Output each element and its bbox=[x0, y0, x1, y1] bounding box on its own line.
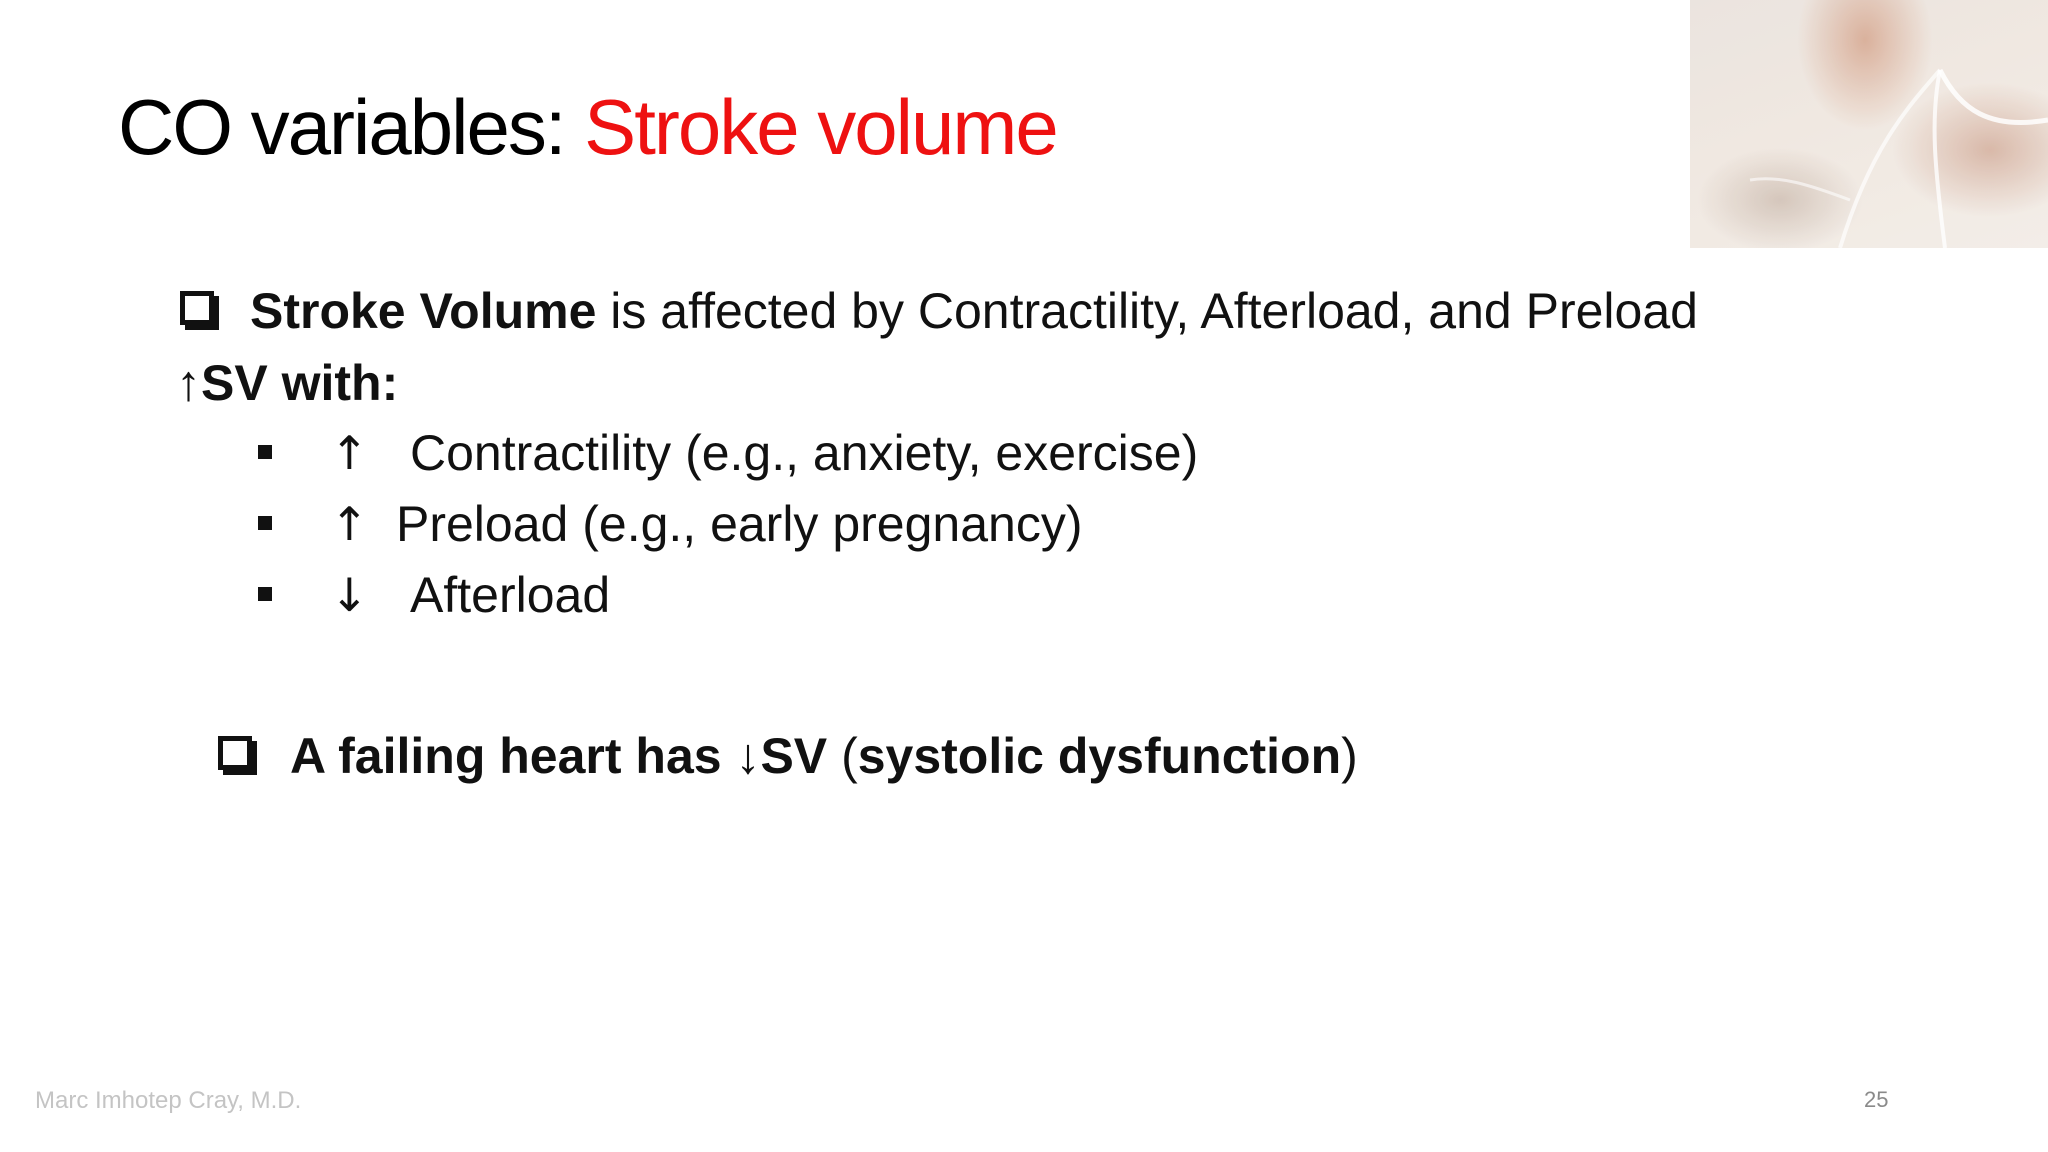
item-contractility: Contractility (e.g., anxiety, exercise) bbox=[410, 425, 1199, 481]
paren-open: ( bbox=[827, 728, 858, 784]
square-bullet-icon bbox=[258, 587, 272, 601]
heart-valve-image bbox=[1690, 0, 2048, 248]
title-main: CO variables: bbox=[118, 83, 585, 171]
title-accent: Stroke volume bbox=[584, 83, 1057, 171]
slide-title bbox=[118, 83, 1057, 171]
up-arrow-icon: ↑ bbox=[330, 497, 369, 551]
page-number: 25 bbox=[1864, 1087, 1889, 1112]
bullet-failing-heart bbox=[290, 728, 1358, 784]
checkbox-bullet-icon bbox=[180, 291, 214, 325]
down-arrow-icon: ↓ bbox=[330, 568, 369, 622]
chordae-lines-decoration bbox=[1690, 0, 2048, 248]
bullet-stroke-volume-bold: Stroke Volume bbox=[250, 283, 597, 339]
square-bullet-icon bbox=[258, 516, 272, 530]
sv-with-heading: ↑SV with: bbox=[176, 355, 399, 411]
square-bullet-icon bbox=[258, 445, 272, 459]
failing-heart-bold: A failing heart has ↓SV bbox=[290, 728, 828, 784]
item-preload: Preload (e.g., early pregnancy) bbox=[396, 496, 1083, 552]
systolic-dysfunction-bold: systolic dysfunction bbox=[857, 728, 1342, 784]
up-arrow-icon: ↑ bbox=[330, 426, 369, 480]
bullet-stroke-volume-rest: is affected by Contractility, Afterload, and Preload bbox=[596, 283, 1698, 339]
checkbox-bullet-icon bbox=[218, 736, 252, 770]
author-footer: Marc Imhotep Cray, M.D. bbox=[35, 1087, 302, 1114]
item-afterload: Afterload bbox=[410, 567, 611, 623]
bullet-stroke-volume bbox=[250, 283, 1698, 339]
paren-close: ) bbox=[1341, 728, 1358, 784]
